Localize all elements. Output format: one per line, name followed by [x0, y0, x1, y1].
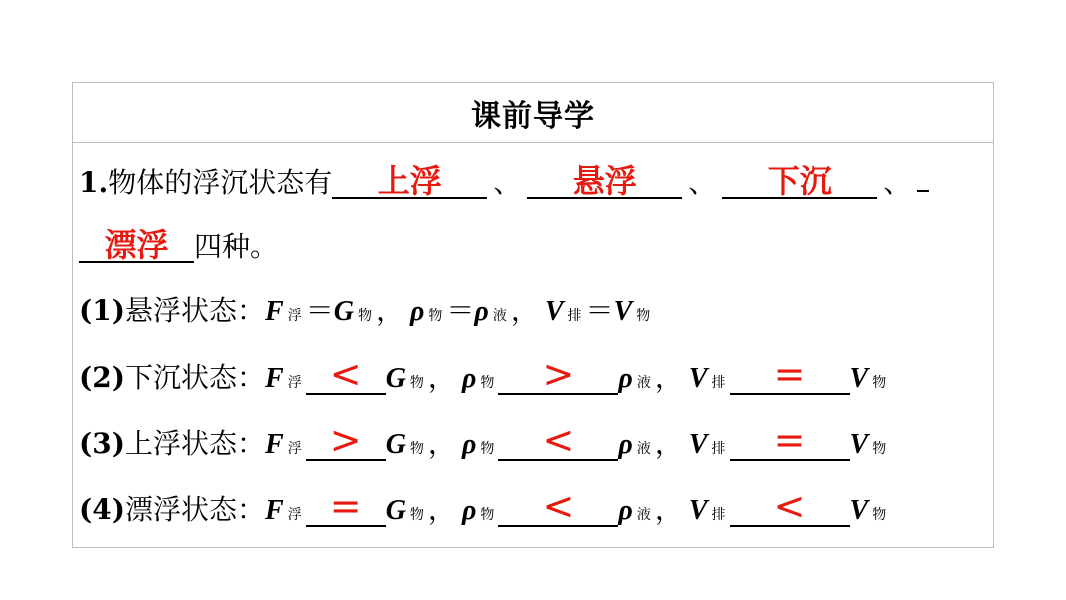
condition-sinking [79, 352, 890, 396]
subscript-fu: 浮 [287, 507, 302, 523]
symbol-V: V [849, 495, 869, 526]
separator: 、 [688, 166, 717, 199]
separator: 、 [883, 166, 912, 199]
comma: ， [427, 361, 456, 394]
symbol-rho: ρ [618, 495, 633, 526]
separator: 、 [493, 166, 522, 199]
q1-line-2 [79, 225, 278, 265]
subscript-wu: 物 [480, 375, 495, 391]
subscript-ye: 液 [636, 375, 651, 391]
cond4-blank-1: = [306, 487, 386, 527]
symbol-V: V [688, 363, 708, 394]
q1-number: 1. [79, 166, 109, 199]
symbol-G: G [385, 363, 406, 394]
subscript-wu: 物 [872, 441, 887, 457]
subscript-ye: 液 [636, 441, 651, 457]
condition-floating [79, 484, 890, 528]
comma: ， [510, 294, 539, 327]
subscript-wu: 物 [872, 375, 887, 391]
cond3-blank-1: > [306, 421, 386, 461]
comma: ， [654, 427, 683, 460]
symbol-V: V [849, 363, 869, 394]
cond3-blank-3: = [730, 421, 850, 461]
subscript-pai: 排 [711, 441, 726, 457]
cond2-label: 下沉状态： [124, 361, 265, 394]
subscript-fu: 浮 [287, 375, 302, 391]
symbol-rho: ρ [474, 296, 489, 327]
subscript-wu: 物 [480, 507, 495, 523]
comma: ， [427, 493, 456, 526]
symbol-G: G [385, 429, 406, 460]
q1-tail: 四种。 [194, 230, 279, 263]
cond3-label: 上浮状态： [124, 427, 265, 460]
symbol-G: G [333, 296, 354, 327]
subscript-wu: 物 [636, 308, 651, 324]
symbol-V: V [544, 296, 564, 327]
cond1-prefix: (1) [79, 294, 125, 327]
symbol-V: V [688, 429, 708, 460]
symbol-V: V [688, 495, 708, 526]
symbol-F: F [265, 495, 284, 526]
cond2-blank-1: < [306, 355, 386, 395]
cond4-prefix: (4) [79, 493, 125, 526]
comma: ， [654, 361, 683, 394]
symbol-rho: ρ [461, 495, 477, 526]
q1-line-1 [79, 161, 929, 201]
subscript-wu: 物 [409, 507, 424, 523]
symbol-rho: ρ [618, 363, 633, 394]
guided-study-table [72, 82, 994, 548]
cond4-label: 漂浮状态： [124, 493, 265, 526]
subscript-pai: 排 [711, 375, 726, 391]
cond2-prefix: (2) [79, 361, 125, 394]
q1-blank-2: 悬浮 [527, 165, 682, 199]
symbol-rho: ρ [461, 363, 477, 394]
cond4-blank-2: < [498, 487, 618, 527]
comma: ， [654, 493, 683, 526]
subscript-pai: 排 [567, 308, 582, 324]
equals-sign: ＝ [446, 294, 475, 327]
q1-blank-1: 上浮 [332, 165, 487, 199]
cond1-label: 悬浮状态： [124, 294, 265, 327]
subscript-wu: 物 [428, 308, 443, 324]
cond3-blank-2: < [498, 421, 618, 461]
q1-blank-4-start [917, 190, 929, 192]
cond2-blank-2: > [498, 355, 618, 395]
cond3-prefix: (3) [79, 427, 125, 460]
equals-sign: ＝ [585, 294, 614, 327]
subscript-wu: 物 [409, 375, 424, 391]
q1-text: 物体的浮沉状态有 [108, 166, 333, 199]
subscript-ye: 液 [636, 507, 651, 523]
q1-blank-3: 下沉 [722, 165, 877, 199]
comma: ， [427, 427, 456, 460]
subscript-pai: 排 [711, 507, 726, 523]
symbol-F: F [265, 296, 284, 327]
header-title: 课前导学 [471, 98, 595, 134]
cond2-blank-3: = [730, 355, 850, 395]
comma: ， [375, 294, 404, 327]
q1-blank-4: 漂浮 [79, 229, 194, 263]
symbol-F: F [265, 363, 284, 394]
subscript-wu: 物 [409, 441, 424, 457]
condition-rising [79, 418, 890, 462]
symbol-V: V [849, 429, 869, 460]
symbol-G: G [385, 495, 406, 526]
symbol-rho: ρ [618, 429, 633, 460]
subscript-ye: 液 [492, 308, 507, 324]
symbol-rho: ρ [461, 429, 477, 460]
subscript-wu: 物 [480, 441, 495, 457]
subscript-wu: 物 [872, 507, 887, 523]
subscript-fu: 浮 [287, 441, 302, 457]
symbol-V: V [613, 296, 633, 327]
table-header [73, 83, 993, 143]
subscript-wu: 物 [357, 308, 372, 324]
cond4-blank-3: < [730, 487, 850, 527]
equals-sign: ＝ [305, 294, 334, 327]
subscript-fu: 浮 [287, 308, 302, 324]
symbol-F: F [265, 429, 284, 460]
symbol-rho: ρ [409, 296, 425, 327]
condition-suspended [79, 289, 654, 329]
